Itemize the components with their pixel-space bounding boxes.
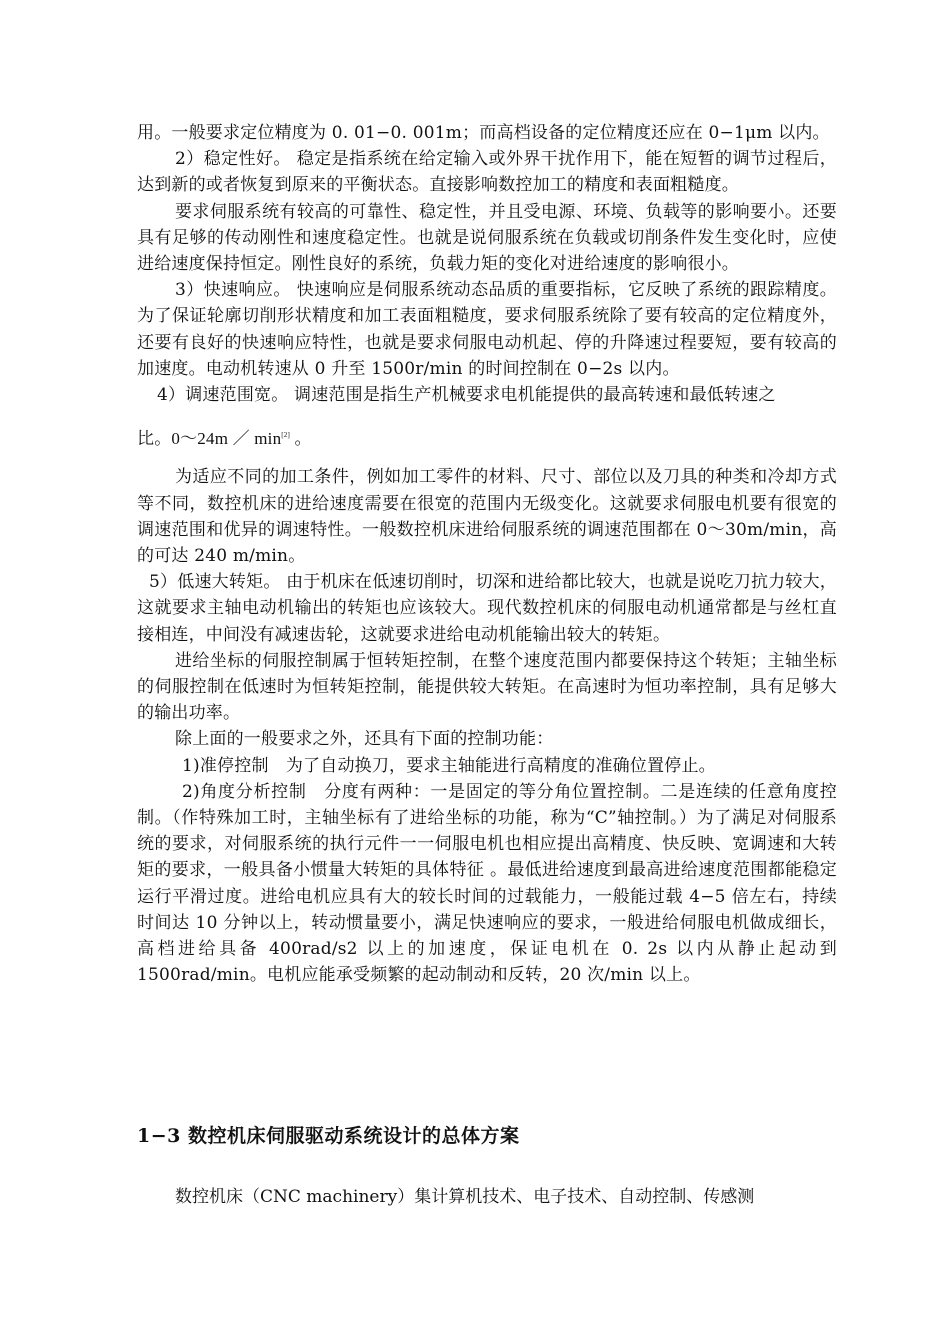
paragraph-cnc-intro: 数控机床（CNC machinery）集计算机技术、电子技术、自动控制、传感测 <box>175 1187 755 1207</box>
body-text <box>137 120 837 989</box>
speed-ratio-text: 比。0～24m ／ min <box>137 429 282 449</box>
paragraph-speed-ratio <box>137 422 837 452</box>
paragraph-control-functions: 除上面的一般要求之外，还具有下面的控制功能： <box>175 729 554 750</box>
paragraph-feed-speed: 为适应不同的加工条件，例如加工零件的材料、尺寸、部位以及刀具的种类和冷却方式等不同，数控机床的进给速度需要在很宽的范围内无级变化。这就要求伺服电机要有很宽的调速范围和优异的调速特性。一般数控机床进给伺服系统的调速范围都在 0～30m/min，高的可达 240 m/min。 <box>137 467 837 567</box>
paragraph-reliability: 要求伺服系统有较高的可靠性、稳定性，并且受电源、环境、负载等的影响要小。还要具有足够的传动刚性和速度稳定性。也就是说伺服系统在负载或切削条件发生变化时，应使进给速度保持恒定。刚性良好的系统，负载力矩的变化对进给速度的影响很小。 <box>137 201 837 275</box>
paragraph-positioning-accuracy: 用。一般要求定位精度为 0. 01−0. 001m；而高档设备的定位精度还应在 0−1μm 以内。 <box>137 123 830 143</box>
paragraph-angle-control: 2)角度分析控制 分度有两种：一是固定的等分角位置控制。二是连续的任意角度控制。（作特殊加工时，主轴坐标有了进给坐标的功能，称为“C”轴控制。）为了满足对伺服系统的要求，对伺服系统的执行元件一一伺服电机也相应提出高精度、快反映、宽调速和大转矩的要求，一般具备小惯量大转矩的具体特征 。最低进给速度到最高进给速度范围都能稳定运行平滑过度。进给电机应具有大的较长时间的过载能力，一般能过载 4−5 倍左右，持续时间达 10 分钟以上，转动惯量要小，满足快速响应的要求，一般进给伺服电机做成细长，高档进给具备 400rad/s2 以上的加速度，保证电机在 0. 2s 以内从静止起动到 1500rad/min。电机应能承受频繁的起动制动和反转，20 次/min 以上。 <box>137 781 837 986</box>
paragraph-speed-range: 4）调速范围宽。 调速范围是指生产机械要求电机能提供的最高转速和最低转速之 <box>157 385 776 406</box>
paragraph-stability: 2）稳定性好。 稳定是指系统在给定输入或外界干扰作用下，能在短暂的调节过程后，达到新的或者恢复到原来的平衡状态。直接影响数控加工的精度和表面粗糙度。 <box>137 149 837 196</box>
paragraph-orientation-stop: 1)准停控制 为了自动换刀，要求主轴能进行高精度的准确位置停止。 <box>182 755 716 776</box>
paragraph-constant-torque: 进给坐标的伺服控制属于恒转矩控制，在整个速度范围内都要保持这个转矩；主轴坐标的伺服控制在低速时为恒转矩控制，能提供较大转矩。在高速时为恒功率控制，具有足够大的输出功率。 <box>137 650 837 724</box>
citation-reference: [2] <box>281 431 291 440</box>
section-heading: 1−3 数控机床伺服驱动系统设计的总体方案 <box>137 1125 520 1147</box>
paragraph-low-speed-torque: 5）低速大转矩。 由于机床在低速切削时，切深和进给都比较大，也就是说吃刀抗力较大，这就要求主轴电动机输出的转矩也应该较大。现代数控机床的伺服电动机通常都是与丝杠直接相连，中间没有减速齿轮，这就要求进给电动机能输出较大的转矩。 <box>137 572 837 645</box>
paragraph-fast-response: 3）快速响应。 快速响应是伺服系统动态品质的重要指标，它反映了系统的跟踪精度。为了保证轮廓切削形状精度和加工表面粗糙度，要求伺服系统除了要有较高的定位精度外，还要有良好的快速响应特性，也就是要求伺服电动机起、停的升降速过程要短，要有较高的加速度。电动机转速从 0 升至 1500r/min 的时间控制在 0−2s 以内。 <box>137 280 837 379</box>
speed-ratio-end: 。 <box>290 429 312 449</box>
